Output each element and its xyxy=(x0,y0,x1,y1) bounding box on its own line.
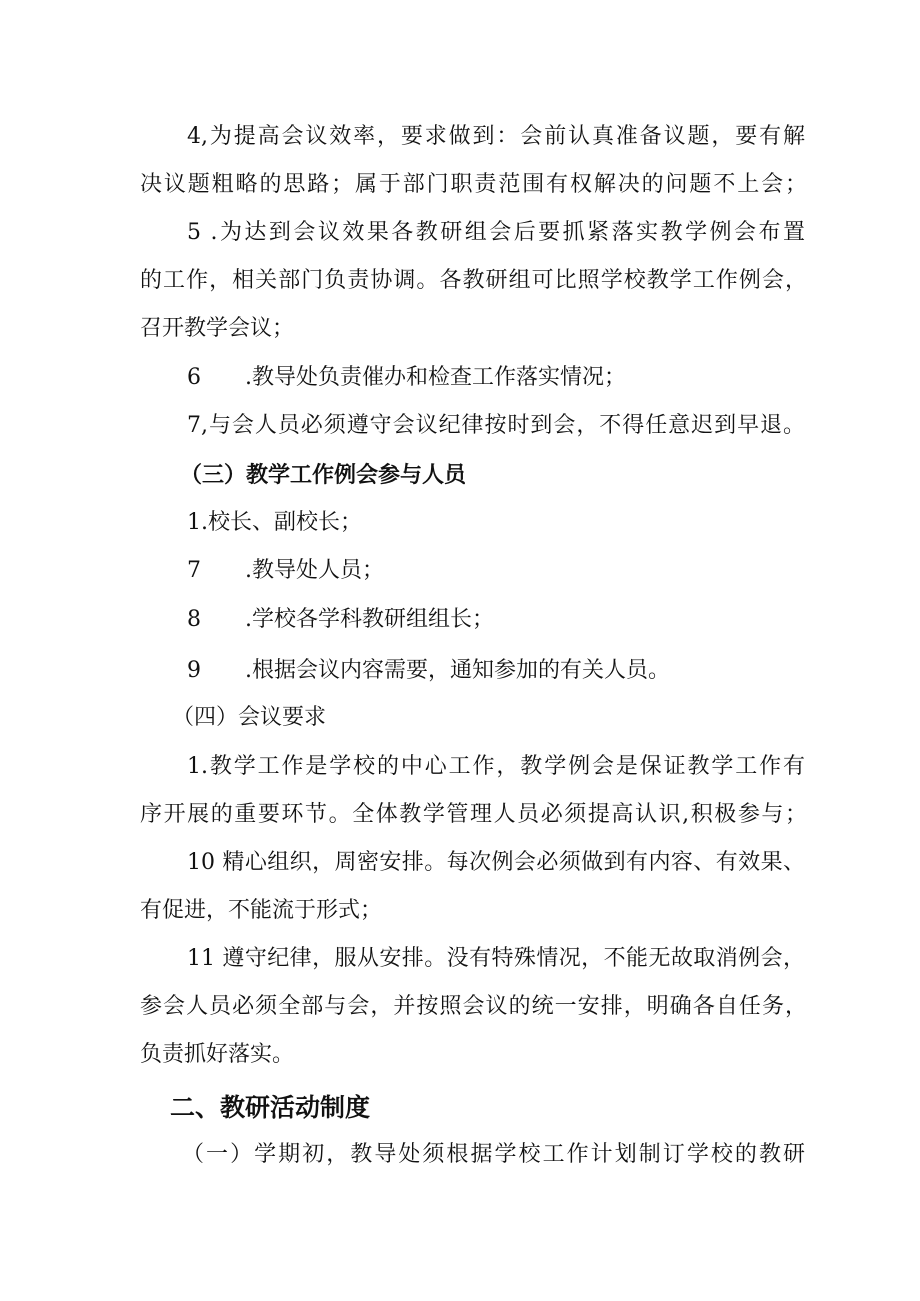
paragraph-line: 参会人员必须全部与会，并按照会议的统一安排，明确各自任务， xyxy=(140,994,807,1019)
paragraph-line: 1.教学工作是学校的中心工作，教学例会是保证教学工作有 xyxy=(187,754,805,779)
paragraph-line: 5 .为达到会议效果各教研组会后要抓紧落实教学例会布置 xyxy=(187,220,805,245)
paragraph-line: 召开教学会议； xyxy=(140,316,295,341)
paragraph-line: 10 精心组织，周密安排。每次例会必须做到有内容、有效果、 xyxy=(187,850,805,875)
section-heading: （四）会议要求 xyxy=(172,705,327,730)
list-item: 7 .教导处人员； xyxy=(187,558,384,583)
paragraph-line: 决议题粗略的思路；属于部门职责范围有权解决的问题不上会； xyxy=(140,172,807,197)
paragraph-line: 6 .教导处负责催办和检查工作落实情况； xyxy=(187,365,626,390)
paragraph-line: 有促进，不能流于形式； xyxy=(140,898,383,923)
paragraph-line: 11 遵守纪律，服从安排。没有特殊情况，不能无故取消例会， xyxy=(187,946,805,971)
section-heading: （三）教学工作例会参与人员 xyxy=(180,463,467,488)
paragraph-line: 7,与会人员必须遵守会议纪律按时到会，不得任意迟到早退。 xyxy=(187,413,805,438)
list-item: 8 .学校各学科教研组组长； xyxy=(187,607,494,632)
paragraph-line: 序开展的重要环节。全体教学管理人员必须提高认识,积极参与； xyxy=(140,802,807,827)
paragraph-line: （一）学期初，教导处须根据学校工作计划制订学校的教研 xyxy=(182,1142,805,1167)
paragraph-line: 负责抓好落实。 xyxy=(140,1042,295,1067)
chapter-heading: 二、教研活动制度 xyxy=(170,1093,371,1122)
paragraph-line: 4,为提高会议效率，要求做到：会前认真准备议题，要有解 xyxy=(187,124,805,149)
paragraph-line: 的工作，相关部门负责协调。各教研组可比照学校教学工作例会， xyxy=(140,268,807,293)
list-item: 1.校长、副校长； xyxy=(187,510,362,535)
list-item: 9 .根据会议内容需要，通知参加的有关人员。 xyxy=(187,658,670,683)
